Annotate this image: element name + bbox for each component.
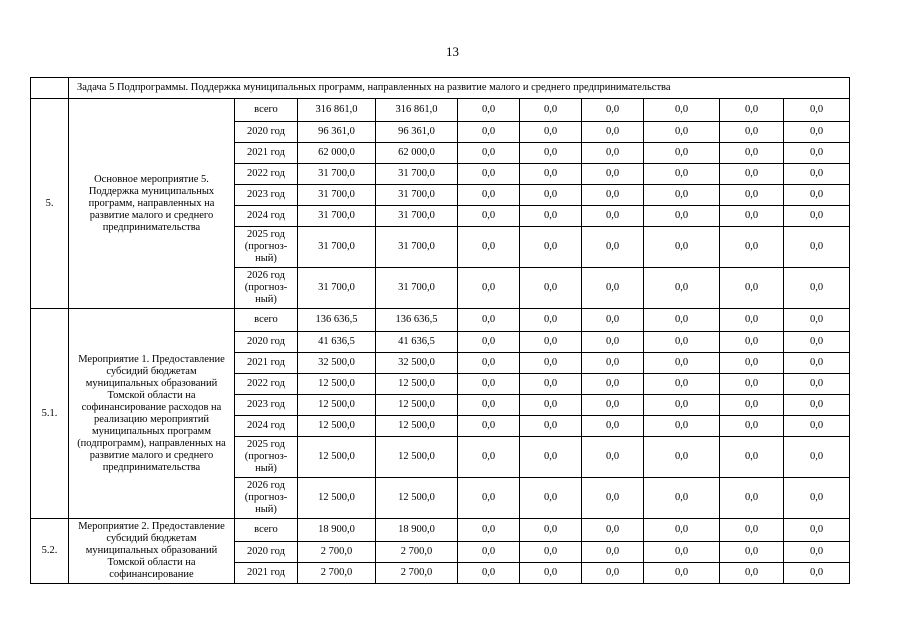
value-cell: 0,0 [720,332,784,353]
value-cell: 0,0 [458,268,520,309]
value-cell: 0,0 [520,164,582,185]
period-cell: 2024 год [235,416,298,437]
funding-cell: 62 000,0 [376,143,458,164]
item-number: 5.1. [31,309,69,519]
value-cell: 0,0 [458,353,520,374]
funding-cell: 12 500,0 [376,437,458,478]
funding-cell: 12 500,0 [376,478,458,519]
value-cell: 0,0 [582,563,644,584]
value-cell: 0,0 [458,519,520,542]
total-cell: 32 500,0 [298,353,376,374]
funding-cell: 136 636,5 [376,309,458,332]
funding-cell: 31 700,0 [376,268,458,309]
value-cell: 0,0 [458,99,520,122]
value-cell: 0,0 [458,542,520,563]
value-cell: 0,0 [520,227,582,268]
value-cell: 0,0 [784,374,850,395]
period-cell: 2020 год [235,332,298,353]
value-cell: 0,0 [784,395,850,416]
period-cell: 2021 год [235,143,298,164]
value-cell: 0,0 [644,478,720,519]
item-description: Мероприятие 1. Предоставление субсидий бюджетам муниципальных образований Томской области на софинансирование расходов на реализацию мероприятий муниципальных программ (подпрограмм), направленных на развитие малого и среднего предпринимательства [69,309,235,519]
value-cell: 0,0 [582,268,644,309]
value-cell: 0,0 [720,519,784,542]
total-cell: 31 700,0 [298,268,376,309]
table-row [31,519,850,542]
value-cell: 0,0 [784,353,850,374]
period-cell: 2026 год (прогноз-ный) [235,268,298,309]
funding-cell: 32 500,0 [376,353,458,374]
value-cell: 0,0 [458,332,520,353]
value-cell: 0,0 [644,309,720,332]
value-cell: 0,0 [458,122,520,143]
period-cell: 2023 год [235,185,298,206]
value-cell: 0,0 [784,519,850,542]
value-cell: 0,0 [644,395,720,416]
value-cell: 0,0 [520,374,582,395]
value-cell: 0,0 [784,206,850,227]
funding-cell: 96 361,0 [376,122,458,143]
value-cell: 0,0 [458,164,520,185]
funding-cell: 31 700,0 [376,227,458,268]
value-cell: 0,0 [784,309,850,332]
table-row [31,99,850,122]
value-cell: 0,0 [784,268,850,309]
value-cell: 0,0 [520,143,582,164]
table-row [31,309,850,332]
value-cell: 0,0 [582,185,644,206]
item-description: Основное мероприятие 5. Поддержка муниципальных программ, направленных на развитие малого и среднего предпринимательства [69,99,235,309]
value-cell: 0,0 [582,374,644,395]
item-description: Мероприятие 2. Предоставление субсидий бюджетам муниципальных образований Томской области на софинансирование [69,519,235,584]
value-cell: 0,0 [720,437,784,478]
value-cell: 0,0 [520,542,582,563]
value-cell: 0,0 [644,164,720,185]
item-number: 5. [31,99,69,309]
value-cell: 0,0 [458,309,520,332]
value-cell: 0,0 [644,99,720,122]
value-cell: 0,0 [458,374,520,395]
value-cell: 0,0 [520,185,582,206]
value-cell: 0,0 [784,227,850,268]
value-cell: 0,0 [644,437,720,478]
value-cell: 0,0 [720,309,784,332]
task-header-row [31,78,850,99]
value-cell: 0,0 [720,353,784,374]
value-cell: 0,0 [720,143,784,164]
value-cell: 0,0 [520,332,582,353]
value-cell: 0,0 [720,374,784,395]
value-cell: 0,0 [644,143,720,164]
total-cell: 31 700,0 [298,164,376,185]
total-cell: 12 500,0 [298,395,376,416]
value-cell: 0,0 [644,542,720,563]
budget-table [30,77,850,584]
value-cell: 0,0 [582,478,644,519]
value-cell: 0,0 [784,332,850,353]
value-cell: 0,0 [784,563,850,584]
value-cell: 0,0 [720,164,784,185]
value-cell: 0,0 [582,416,644,437]
funding-cell: 316 861,0 [376,99,458,122]
value-cell: 0,0 [644,122,720,143]
value-cell: 0,0 [582,99,644,122]
value-cell: 0,0 [458,206,520,227]
value-cell: 0,0 [784,478,850,519]
period-cell: всего [235,99,298,122]
task-header: Задача 5 Подпрограммы. Поддержка муниципальных программ, направленных на развитие малого и среднего предпринимательства [69,78,850,99]
value-cell: 0,0 [458,563,520,584]
value-cell: 0,0 [644,185,720,206]
value-cell: 0,0 [520,478,582,519]
total-cell: 136 636,5 [298,309,376,332]
value-cell: 0,0 [720,268,784,309]
total-cell: 31 700,0 [298,227,376,268]
value-cell: 0,0 [520,416,582,437]
task-number-cell [31,78,69,99]
value-cell: 0,0 [458,395,520,416]
period-cell: 2020 год [235,122,298,143]
value-cell: 0,0 [520,206,582,227]
funding-cell: 18 900,0 [376,519,458,542]
value-cell: 0,0 [582,122,644,143]
total-cell: 12 500,0 [298,478,376,519]
value-cell: 0,0 [458,416,520,437]
value-cell: 0,0 [458,227,520,268]
value-cell: 0,0 [520,268,582,309]
value-cell: 0,0 [582,395,644,416]
total-cell: 2 700,0 [298,563,376,584]
value-cell: 0,0 [582,542,644,563]
value-cell: 0,0 [784,122,850,143]
page-number: 13 [446,44,459,59]
period-cell: 2024 год [235,206,298,227]
value-cell: 0,0 [582,164,644,185]
value-cell: 0,0 [458,185,520,206]
value-cell: 0,0 [582,206,644,227]
period-cell: 2022 год [235,164,298,185]
funding-cell: 31 700,0 [376,206,458,227]
period-cell: всего [235,519,298,542]
total-cell: 62 000,0 [298,143,376,164]
value-cell: 0,0 [784,542,850,563]
total-cell: 316 861,0 [298,99,376,122]
value-cell: 0,0 [520,395,582,416]
period-cell: 2026 год (прогноз-ный) [235,478,298,519]
value-cell: 0,0 [720,563,784,584]
value-cell: 0,0 [582,309,644,332]
value-cell: 0,0 [720,478,784,519]
value-cell: 0,0 [520,519,582,542]
total-cell: 31 700,0 [298,185,376,206]
funding-cell: 12 500,0 [376,374,458,395]
value-cell: 0,0 [520,99,582,122]
value-cell: 0,0 [582,143,644,164]
value-cell: 0,0 [720,122,784,143]
period-cell: 2023 год [235,395,298,416]
value-cell: 0,0 [720,185,784,206]
value-cell: 0,0 [784,185,850,206]
value-cell: 0,0 [644,206,720,227]
funding-cell: 12 500,0 [376,416,458,437]
value-cell: 0,0 [458,478,520,519]
value-cell: 0,0 [720,395,784,416]
total-cell: 12 500,0 [298,437,376,478]
value-cell: 0,0 [720,416,784,437]
value-cell: 0,0 [582,519,644,542]
total-cell: 31 700,0 [298,206,376,227]
period-cell: 2021 год [235,353,298,374]
value-cell: 0,0 [644,227,720,268]
funding-cell: 2 700,0 [376,563,458,584]
period-cell: 2020 год [235,542,298,563]
value-cell: 0,0 [784,99,850,122]
value-cell: 0,0 [720,542,784,563]
value-cell: 0,0 [720,99,784,122]
total-cell: 41 636,5 [298,332,376,353]
item-number: 5.2. [31,519,69,584]
value-cell: 0,0 [720,206,784,227]
value-cell: 0,0 [520,563,582,584]
value-cell: 0,0 [582,353,644,374]
value-cell: 0,0 [644,519,720,542]
value-cell: 0,0 [644,268,720,309]
value-cell: 0,0 [458,437,520,478]
value-cell: 0,0 [644,563,720,584]
value-cell: 0,0 [644,353,720,374]
value-cell: 0,0 [458,143,520,164]
total-cell: 12 500,0 [298,416,376,437]
value-cell: 0,0 [582,332,644,353]
value-cell: 0,0 [784,164,850,185]
value-cell: 0,0 [784,143,850,164]
value-cell: 0,0 [784,416,850,437]
total-cell: 18 900,0 [298,519,376,542]
period-cell: 2025 год (прогноз-ный) [235,437,298,478]
value-cell: 0,0 [582,227,644,268]
funding-cell: 31 700,0 [376,185,458,206]
funding-cell: 41 636,5 [376,332,458,353]
value-cell: 0,0 [644,416,720,437]
value-cell: 0,0 [520,309,582,332]
funding-cell: 2 700,0 [376,542,458,563]
total-cell: 12 500,0 [298,374,376,395]
value-cell: 0,0 [582,437,644,478]
value-cell: 0,0 [520,122,582,143]
value-cell: 0,0 [784,437,850,478]
total-cell: 96 361,0 [298,122,376,143]
value-cell: 0,0 [644,374,720,395]
funding-cell: 31 700,0 [376,164,458,185]
period-cell: 2021 год [235,563,298,584]
period-cell: 2022 год [235,374,298,395]
period-cell: 2025 год (прогноз-ный) [235,227,298,268]
value-cell: 0,0 [644,332,720,353]
funding-cell: 12 500,0 [376,395,458,416]
value-cell: 0,0 [520,437,582,478]
value-cell: 0,0 [520,353,582,374]
period-cell: всего [235,309,298,332]
total-cell: 2 700,0 [298,542,376,563]
value-cell: 0,0 [720,227,784,268]
